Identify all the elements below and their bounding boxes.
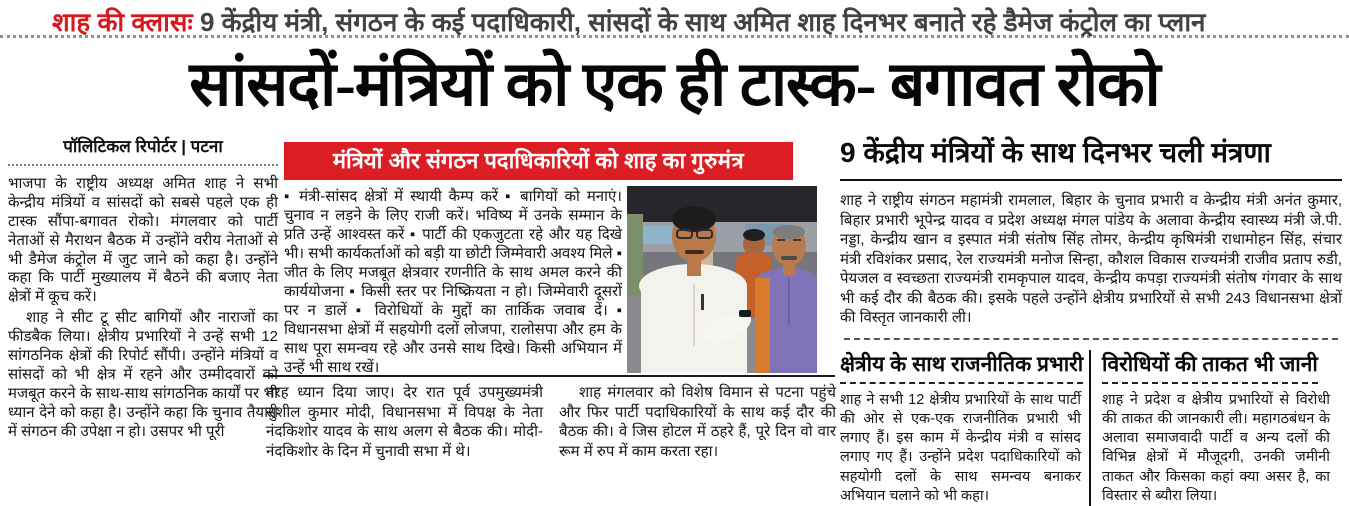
middle-bottom-columns [266, 383, 836, 461]
kicker-strip [0, 0, 1349, 38]
dashed-divider [844, 338, 1338, 340]
middle-divider-line [263, 375, 835, 377]
guru-mantra-header [284, 142, 793, 180]
continuation-paragraph-2: शाह मंगलवार को विशेष विमान से पटना पहुंचे और फिर पार्टी पदाधिकारियों के साथ कई दौर की बैठक की। वे जिस होटल में ठहरे हैं, पूरे दिन वो वार रूम में रुप में काम करता रहा। [559, 383, 836, 461]
left-column [8, 134, 278, 441]
news-photo-illustration [627, 186, 817, 373]
right-subsections [840, 350, 1342, 506]
byline: पॉलिटिकल रिपोर्टर | पटना [8, 134, 278, 166]
kicker-highlight: शाह की क्लासः [52, 7, 193, 37]
guru-mantra-bullets: ▪ मंत्री-सांसद क्षेत्रों में स्थायी कैम्प करें ▪ बागियों को मनाएं। चुनाव न लड़ने के लिए राजी करें। भविष्य में उनके सम्मान के प्रति उन्हें आश्वस्त करें ▪ पार्टी की एकजुटता रहे और यह दिखे भी। सभी कार्यकर्ताओं को बड़ी या छोटी जिम्मेवारी अवश्य मिले ▪ जीत के लिए मजबूत क्षेत्रवार रणनीति के साथ अमल करने की कार्ययोजना ▪ किसी स्तर पर निष्क्रियता न हो। जिम्मेवारी दूसरों पर न डालें ▪ विरोधियों के मुद्दों का तार्किक जवाब दें। ▪ विधानसभा क्षेत्रों में सहयोगी दलों लोजपा, रालोसपा और हम के साथ पूरा समन्वय रहे और उनसे साथ दिखे। किसी अभियान में उन्हें भी साथ रखें। [284, 187, 622, 377]
kicker-text: 9 केंद्रीय मंत्री, संगठन के कई पदाधिकारी, सांसदों के साथ अमित शाह दिनभर बनाते रहे डैमेज कंट्रोल का प्लान [193, 7, 1206, 37]
news-photo [627, 186, 817, 373]
left-paragraph-1: भाजपा के राष्ट्रीय अध्यक्ष अमित शाह ने सभी केन्द्रीय मंत्रियों व सांसदों को सबसे पहले एक ही टास्क सौंपा-बगावत रोको। मंगलवार को पार्टी नेताओं से मैराथन बैठक में उन्होंने वरीय नेताओं से भी डैमेज कंट्रोल में जुट जाने को कहा है। उन्होंने कहा कि पार्टी मुख्यालय में बैठने की बजाए नेता क्षेत्रों में कूच करें। [8, 175, 278, 307]
right-section [840, 133, 1342, 506]
right-section-body: शाह ने राष्ट्रीय संगठन महामंत्री रामलाल, बिहार के चुनाव प्रभारी व केन्द्रीय मंत्री अनंत कुमार, बिहार प्रभारी भूपेन्द्र यादव व प्रदेश अध्यक्ष मंगल पांडेय के अलावा केन्द्रीय स्वास्थ्य मंत्री जे.पी. नड्डा, केन्द्रीय खान व इस्पात मंत्री संतोष सिंह तोमर, केन्द्रीय कृषिमंत्री राधामोहन सिंह, संचार मंत्री रविशंकर प्रसाद, रेल राज्यमंत्री मनोज सिन्हा, कौशल विकास राज्यमंत्री राजीव प्रताप रुडी, पेयजल व स्वच्छता राज्यमंत्री रामकृपाल यादव, केन्द्रीय कपड़ा राज्यमंत्री संतोष गंगवार के साथ भी कई दौर की बैठक की। इसके पहले उन्होंने क्षेत्रीय प्रभारियों से सभी 243 विधानसभा क्षेत्रों की विस्तृत जानकारी ली। [840, 191, 1342, 328]
subsection-2-heading: विरोधियों की ताकत भी जानी [1102, 350, 1318, 384]
guru-mantra-title: मंत्रियों और संगठन पदाधिकारियों को शाह का [333, 148, 691, 173]
subsection-1-heading: क्षेत्रीय के साथ राजनीतिक प्रभारी [840, 350, 1083, 384]
continuation-paragraph-1: तरह ध्यान दिया जाए। देर रात पूर्व उपमुख्यमंत्री सुशील कुमार मोदी, विधानसभा में विपक्ष के नेता नंदकिशोर यादव के साथ अलग से बैठक की। मोदी-नंदकिशोर के दिन में चुनावी सभा में थे। [266, 383, 543, 461]
left-paragraph-2: शाह ने सीट टू सीट बागियों और नाराजों का फीडबैक लिया। क्षेत्रीय प्रभारियों ने उन्हें सभी 12 सांगठनिक क्षेत्रों की रिपोर्ट सौंपी। उन्होंने मंत्रियों व सांसदों को भी क्षेत्र में रहने और उम्मीदवारों को मजबूत करने के साथ-साथ सांगठनिक कार्यों पर भी ध्यान देने को कहा है। उन्होंने कहा कि चुनाव तैयारी में संगठन की उपेक्षा न हो। उसपर भी पूरी [8, 309, 278, 441]
subsection-1-body: शाह ने सभी 12 क्षेत्रीय प्रभारियों के साथ पार्टी की ओर से एक-एक राजनीतिक प्रभारी भी लगाए हैं। इस काम में केन्द्रीय मंत्री व सांसद लगाए गए हैं। उन्होंने प्रदेश पदाधिकारियों को सहयोगी दलों के साथ समन्वय बनाकर अभियान चलाने को भी कहा। [840, 391, 1081, 506]
subsection-opponents-strength [1089, 350, 1330, 506]
guru-mantra-emph: गुरुमंत्र [691, 148, 744, 173]
right-section-headline: 9 केंद्रीय मंत्रियों के साथ दिनभर चली मंत्रणा [840, 133, 1342, 181]
subsection-political-incharge [840, 350, 1081, 506]
main-headline: सांसदों-मंत्रियों को एक ही टास्क- बगावत रोको [0, 41, 1349, 131]
subsection-2-body: शाह ने प्रदेश व क्षेत्रीय प्रभारियों से विरोधी की ताकत की जानकारी ली। महागठबंधन के अलावा समाजवादी पार्टी व अन्य दलों की विभिन्न क्षेत्रों में मौजूदगी, उनकी जमीनी ताकत और किसका कहां क्या असर है, का विस्तार से ब्यौरा लिया। [1102, 391, 1330, 506]
